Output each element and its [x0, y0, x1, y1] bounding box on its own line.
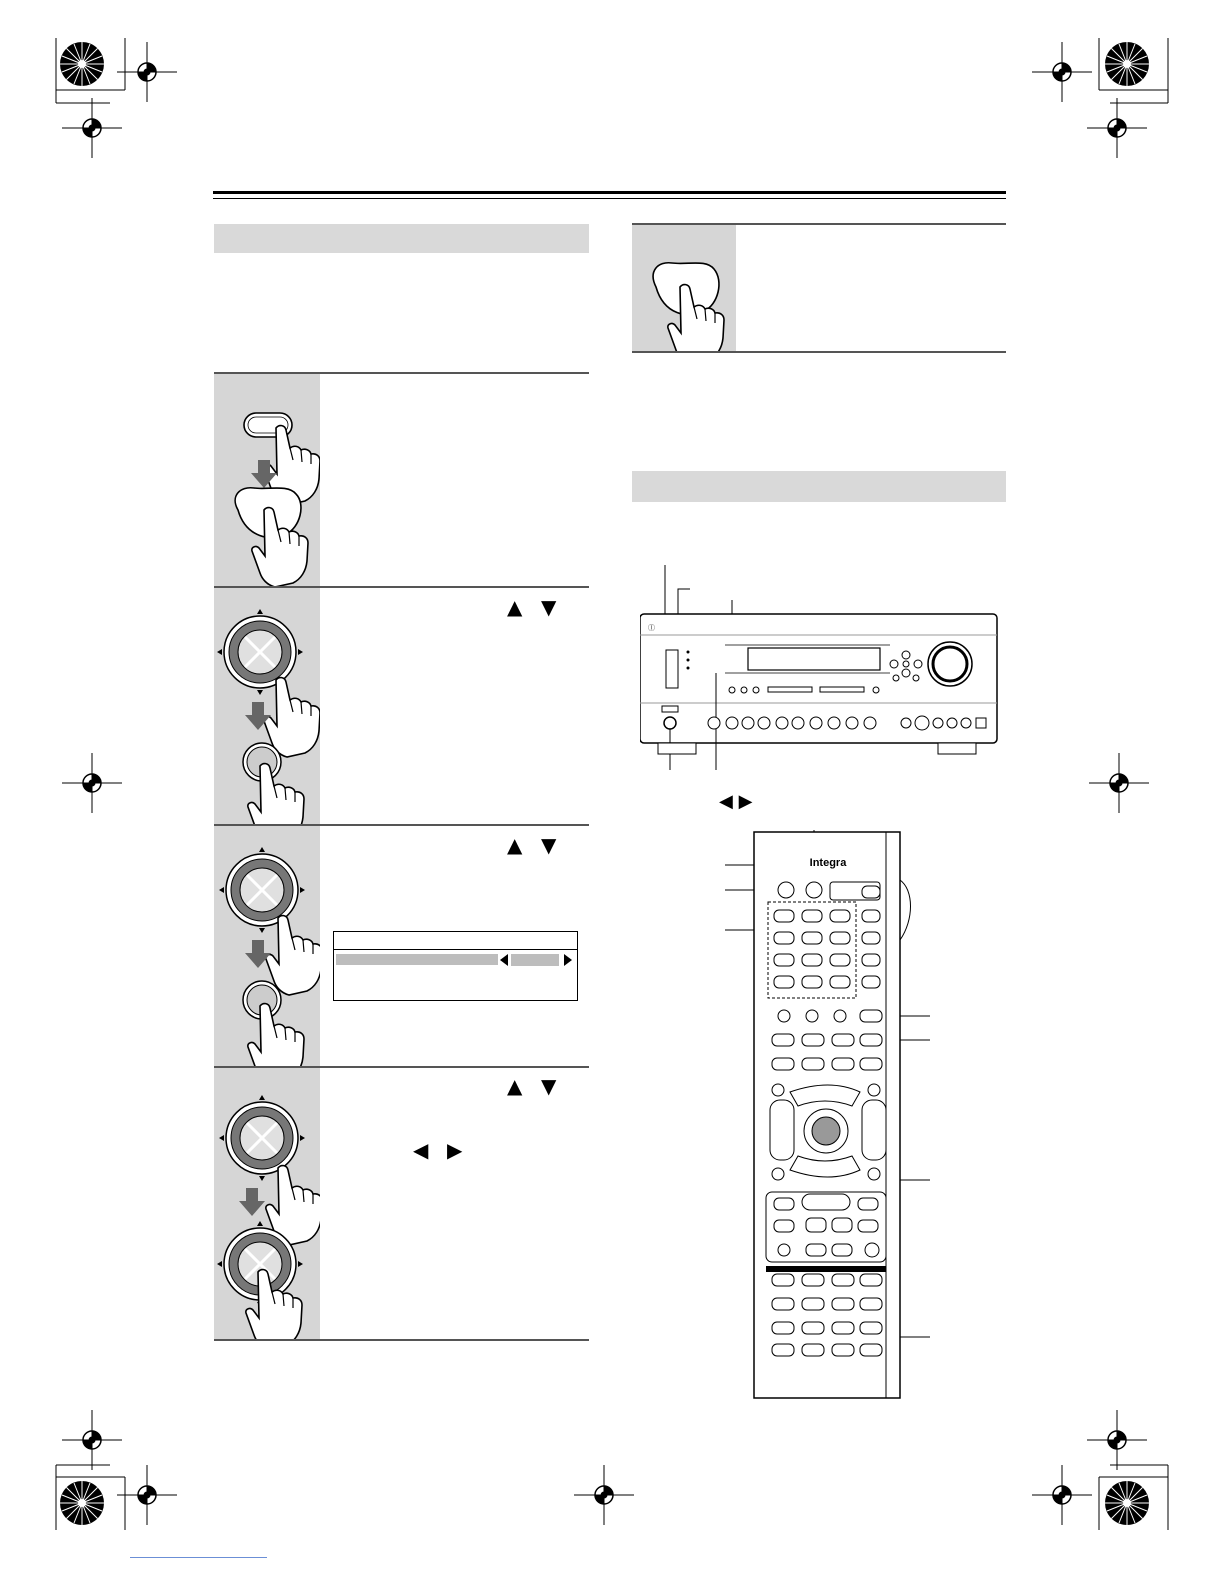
- hand-press-icon: [264, 678, 320, 757]
- down-arrow-icon: ▼: [541, 1074, 557, 1098]
- header-rule-thin: [213, 198, 1006, 199]
- up-arrow-icon: ▲: [507, 1074, 523, 1098]
- step-1-illustration: [214, 374, 320, 586]
- svg-text:Ⓘ: Ⓘ: [648, 625, 655, 632]
- step-3-illustration: [214, 826, 320, 1066]
- sunburst-mark-top-left: [60, 42, 104, 86]
- dial-icon: [219, 1095, 305, 1181]
- dial-icon: [217, 609, 303, 695]
- receiver-front-panel: [640, 560, 1010, 770]
- hand-press-icon: [266, 916, 320, 995]
- header-rule-thick: [213, 191, 1006, 194]
- step-2-illustration: [214, 588, 320, 824]
- dial-icon: [219, 847, 305, 933]
- sunburst-mark-bottom-left: [60, 1481, 104, 1525]
- step-divider: [214, 1339, 589, 1341]
- box-illustration: [632, 225, 736, 351]
- menu-header-divider: [334, 949, 577, 950]
- remote-control: [690, 830, 940, 1400]
- menu-selection-icon: [498, 953, 576, 967]
- sunburst-mark-top-right: [1105, 42, 1149, 86]
- box-bottom-rule: [632, 351, 1006, 353]
- up-arrow-icon: ▲: [507, 595, 523, 619]
- footer-link-underline[interactable]: [130, 1557, 267, 1558]
- down-arrow-icon: ▼: [541, 833, 557, 857]
- section-heading-band-right: [632, 471, 1006, 502]
- right-arrow-icon: ▶: [447, 1138, 463, 1162]
- sunburst-mark-bottom-right: [1105, 1481, 1149, 1525]
- onscreen-menu-box: [333, 931, 578, 1001]
- step-4-illustration: [214, 1068, 320, 1339]
- down-arrow-icon: ▼: [541, 595, 557, 619]
- up-arrow-icon: ▲: [507, 833, 523, 857]
- remote-brand-label: Integra: [809, 857, 847, 869]
- section-heading-band-left: [214, 224, 589, 253]
- left-arrow-icon: ◀: [413, 1138, 429, 1162]
- down-arrow-icon: [239, 1188, 265, 1216]
- front-panel-left-right-arrows: ◀ ▶: [719, 791, 753, 812]
- menu-selected-row: [336, 954, 498, 965]
